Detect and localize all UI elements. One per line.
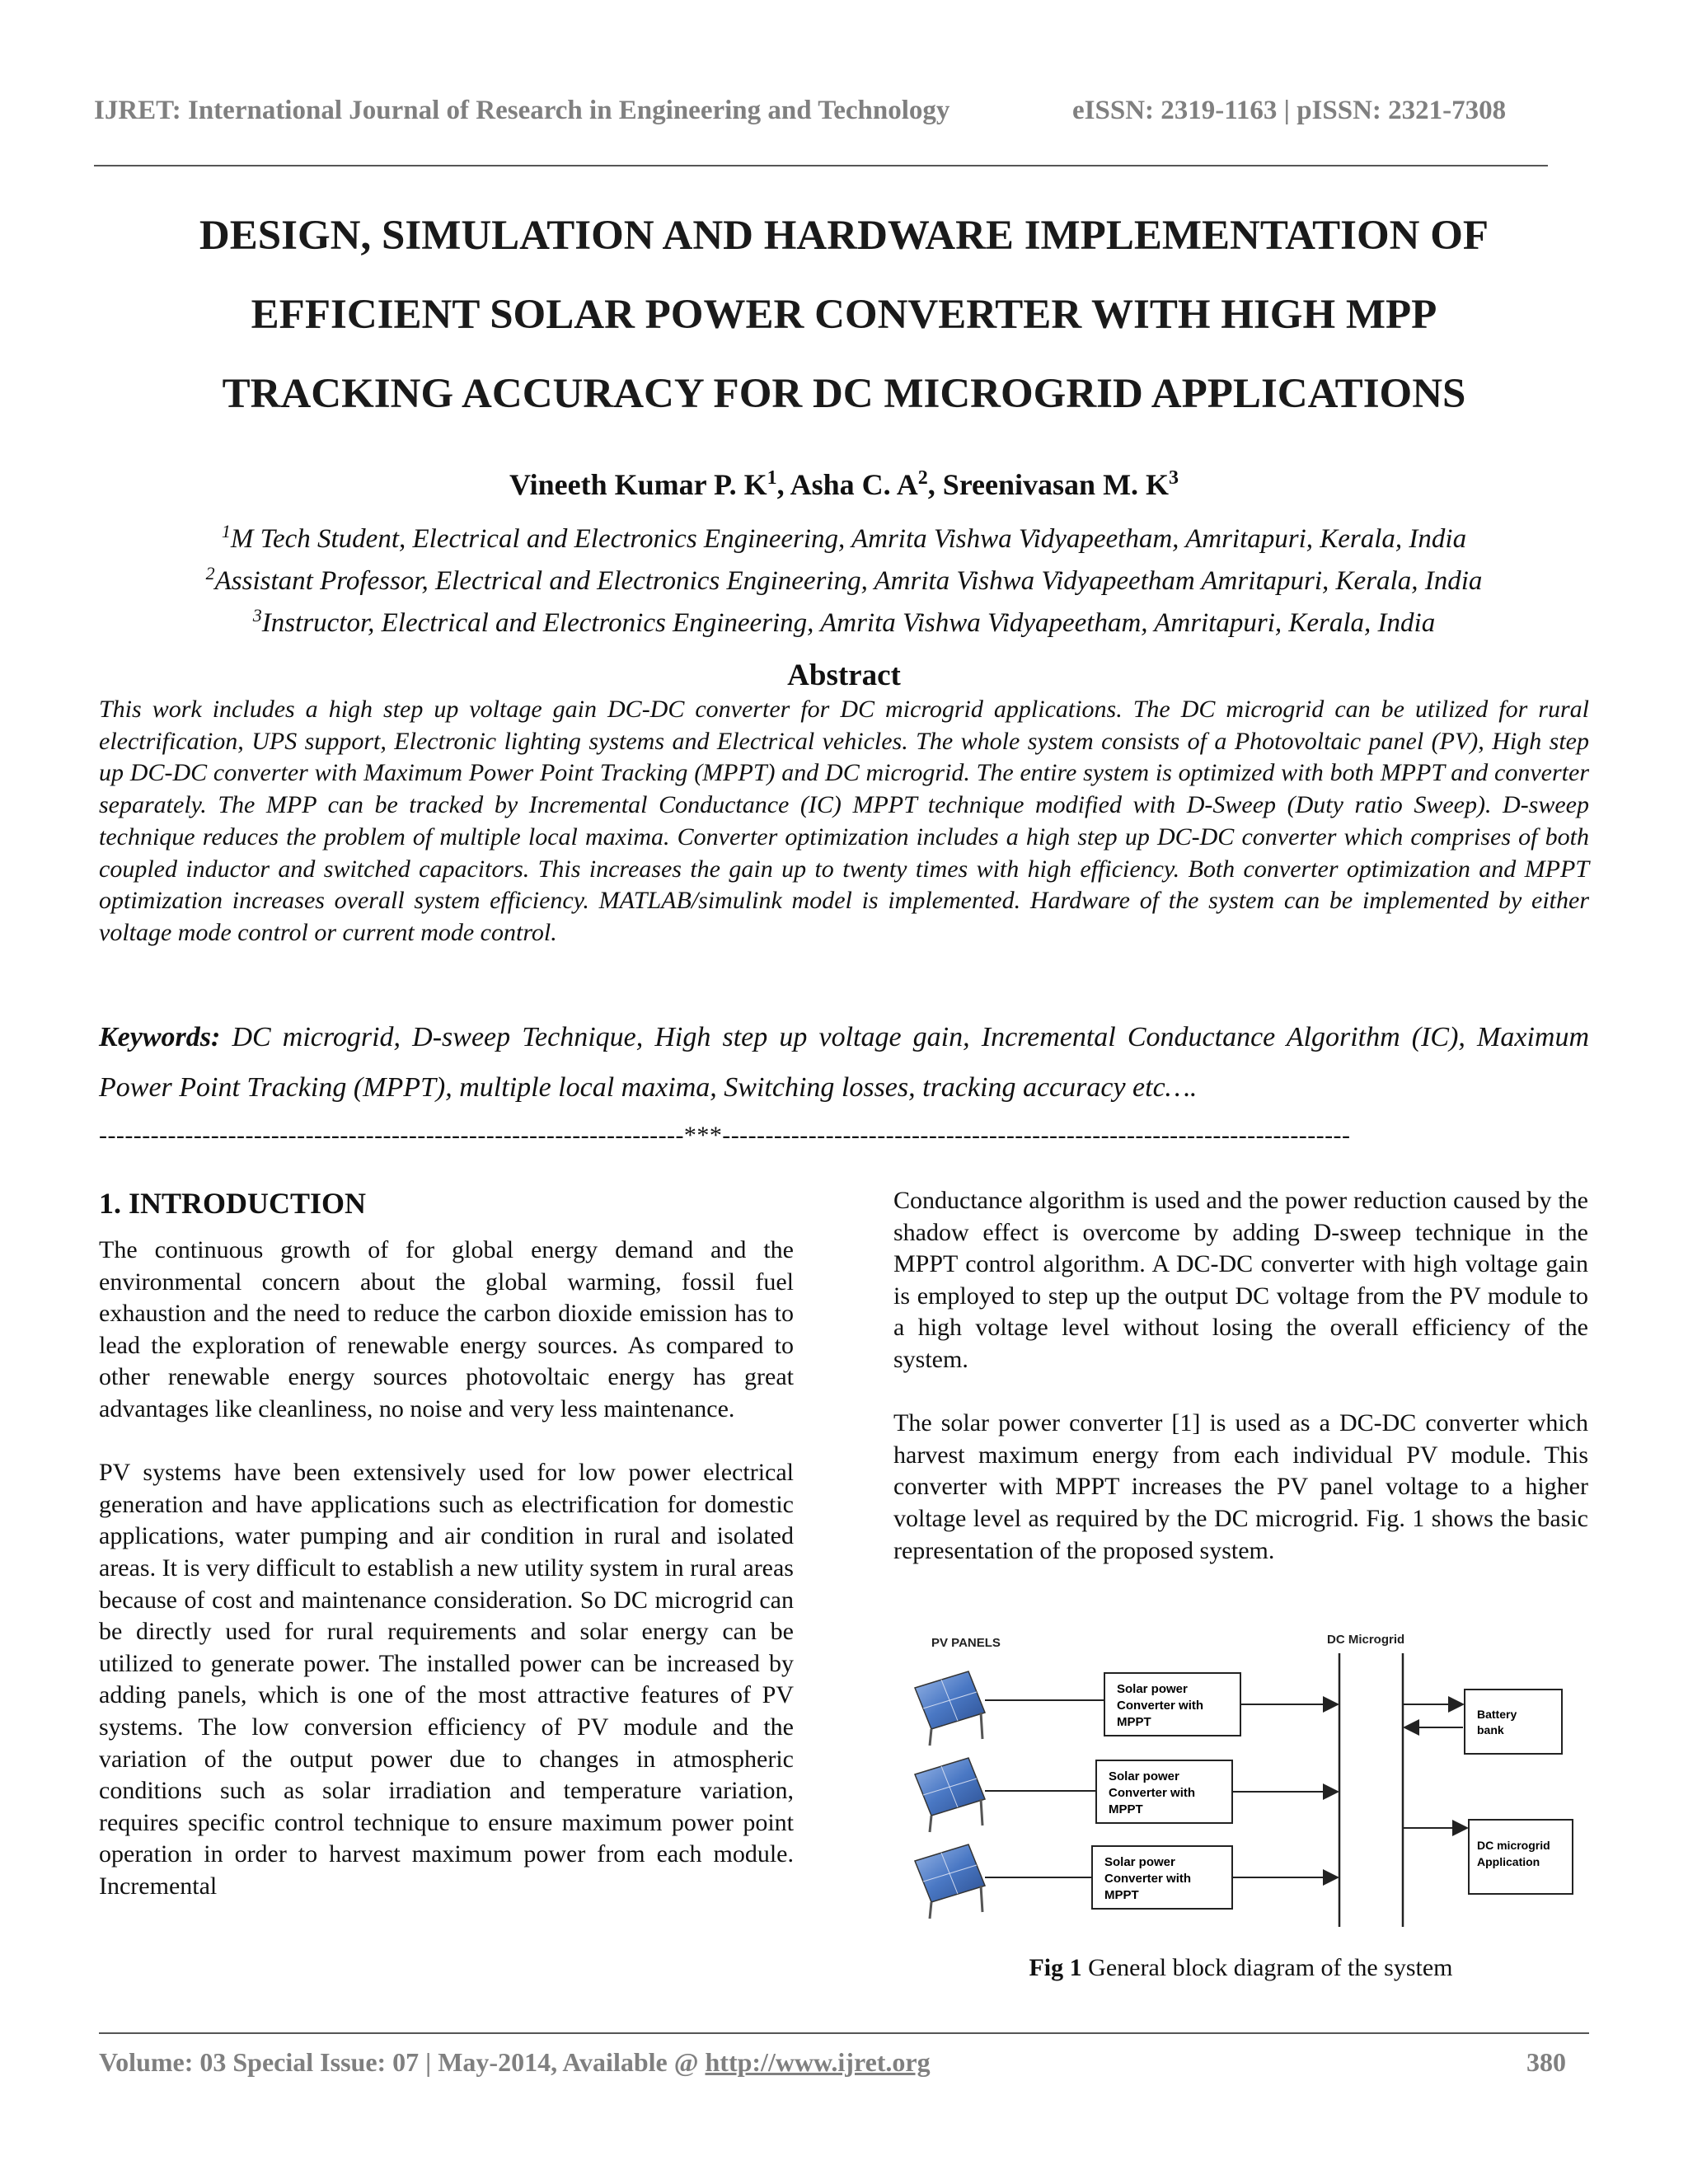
- right-column: [893, 1185, 1588, 1599]
- pv-panel-icon: [915, 1671, 985, 1746]
- header-rule: [94, 165, 1548, 166]
- abstract-body: This work includes a high step up voltage gain DC-DC converter for DC microgrid applications. The DC microgrid can be utilized for rural electrification, UPS support, Electronic lighting systems and Electrical vehicles. The whole system consists of a Photovoltaic panel (PV), High step up DC-DC converter with Maximum Power Point Tracking (MPPT) and DC microgrid. The entire system is optimized with both MPPT and converter separately. The MPP can be tracked by Incremental Conductance (IC) MPPT technique modified with D-Sweep (Duty ratio Sweep). D-sweep technique reduces the problem of multiple local maxima. Converter optimization includes a high step up DC-DC converter which comprises of both coupled inductor and switched capacitors. This increases the gain up to twenty times with high efficiency. Both converter optimization and MPPT optimization increases overall system efficiency. MATLAB/simulink model is implemented. Hardware of the system can be implemented by either voltage mode control or current mode control.: [99, 696, 1589, 946]
- affiliation-sup: 2: [205, 563, 215, 583]
- affiliation: [94, 556, 1594, 598]
- converter-block: [1104, 1673, 1240, 1736]
- figure-label: Fig 1: [1029, 1954, 1082, 1981]
- issn-info: eISSN: 2319-1163 | pISSN: 2321-7308: [1072, 96, 1507, 125]
- left-column: [99, 1235, 794, 1934]
- footer-rule: [99, 2032, 1589, 2034]
- application-text: Application: [1477, 1855, 1540, 1868]
- section-heading: 1. INTRODUCTION: [99, 1187, 367, 1220]
- author-list: Vineeth Kumar P. $K^1$, Asha C. $A^2$, Sreenivasan M. $K^3$: [509, 467, 1179, 501]
- figure-caption: [893, 1952, 1588, 1985]
- affiliation-sup: 3: [252, 605, 262, 626]
- running-footer: [99, 2047, 1566, 2088]
- dc-application-block: [1469, 1820, 1573, 1894]
- author-sup: 2: [917, 467, 928, 489]
- author-name: Sreenivasan M. K: [942, 468, 1170, 501]
- converter-text: Solar power: [1104, 1855, 1175, 1869]
- page-number: 380: [1526, 2047, 1566, 2077]
- affiliation-sup: 1: [221, 521, 231, 541]
- keywords: [99, 1012, 1589, 1113]
- affiliation-text: Assistant Professor, Electrical and Electronics Engineering, Amrita Vishwa Vidyapeetham Amritapuri, Kerala, India: [214, 566, 1483, 596]
- pv-panel-icon: [915, 1758, 985, 1832]
- paragraph: The continuous growth of for global energy demand and the environmental concern about the global warming, fossil fuel exhaustion and the need to reduce the carbon dioxide emission has to lead the exploration of renewable energy sources. As compared to other renewable energy sources photovoltaic energy has great advantages like cleanliness, no noise and very less maintenance.: [99, 1236, 794, 1422]
- author-name: Vineeth Kumar P. K: [509, 468, 767, 501]
- converter-text: MPPT: [1117, 1715, 1151, 1729]
- block-diagram: [890, 1622, 1591, 1935]
- keywords-text: DC microgrid, D-sweep Technique, High step up voltage gain, Incremental Conductance Algorithm (IC), Maximum Power Point Tracking (MPPT), multiple local maxima, Switching losses, tracking accuracy etc….: [99, 1022, 1590, 1103]
- pv-panels-label: PV PANELS: [931, 1636, 1001, 1650]
- converter-text: Solar power: [1117, 1682, 1188, 1696]
- author-sup: 1: [767, 467, 777, 489]
- author-name: Asha C. A: [790, 468, 918, 501]
- journal-name: IJRET: International Journal of Research in Engineering and Technology: [94, 96, 950, 125]
- title-line-2: EFFICIENT SOLAR POWER CONVERTER WITH HIGH MPP: [251, 292, 1437, 338]
- paragraph: Conductance algorithm is used and the power reduction caused by the shadow effect is overcome by adding D-sweep technique in the MPPT control algorithm. A DC-DC converter with high voltage gain is employed to step up the output DC voltage from the PV module to a high voltage level without losing the overall efficiency of the system.: [893, 1187, 1588, 1373]
- affiliation: [94, 514, 1594, 556]
- running-header: [94, 96, 1545, 140]
- converter-text: Converter with: [1109, 1786, 1196, 1800]
- paragraph: PV systems have been extensively used for low power electrical generation and have applications such as electrification for domestic applications, water pumping and air condition in rural and isolated areas. It is very difficult to establish a new utility system in rural areas because of cost and maintenance consideration. So DC microgrid can be directly used for rural requirements and solar energy can be utilized to generate power. The installed power can be increased by adding panels, which is one of the most attractive features of PV systems. The low conversion efficiency of PV module and the variation of the output power due to changes in atmospheric conditions such as solar irradiation and temperature variation, requires specific control technique to ensure maximum power point operation in order to harvest maximum power from each module. Incremental: [99, 1459, 794, 1900]
- dc-microgrid-label: DC Microgrid: [1327, 1633, 1405, 1647]
- figure-caption-text: General block diagram of the system: [1081, 1954, 1453, 1981]
- affiliation-text: Instructor, Electrical and Electronics Engineering, Amrita Vishwa Vidyapeetham, Amritapuri, Kerala, India: [261, 608, 1436, 638]
- application-text: DC microgrid: [1477, 1839, 1550, 1852]
- journal-url-link[interactable]: http://www.ijret.org: [705, 2047, 931, 2077]
- converter-text: MPPT: [1109, 1802, 1143, 1816]
- pv-panel-icon: [915, 1844, 985, 1919]
- affiliation-list: [94, 514, 1594, 640]
- battery-bank-block: [1465, 1690, 1562, 1754]
- section-separator: --------------------------------------------------------------------***-------------------------------------------------------------------------: [99, 1122, 1351, 1149]
- author-sup: 3: [1169, 467, 1179, 489]
- abstract-heading: Abstract: [787, 658, 901, 692]
- battery-text: Battery: [1477, 1708, 1517, 1721]
- converter-text: MPPT: [1104, 1888, 1139, 1902]
- keywords-label: Keywords:: [99, 1022, 221, 1052]
- converter-block: [1092, 1846, 1232, 1909]
- volume-text: Volume: 03 Special Issue: 07 | May-2014, Available @: [99, 2047, 706, 2077]
- paragraph: The solar power converter [1] is used as a DC-DC converter which harvest maximum energy from each individual PV module. This converter with MPPT increases the PV panel voltage to a higher voltage level as required by the DC microgrid. Fig. 1 shows the basic representation of the proposed system.: [893, 1409, 1588, 1564]
- title-line-3: TRACKING ACCURACY FOR DC MICROGRID APPLICATIONS: [222, 371, 1466, 417]
- converter-block: [1096, 1760, 1232, 1823]
- figure-1: [890, 1622, 1591, 1935]
- battery-text: bank: [1477, 1723, 1504, 1736]
- affiliation-text: M Tech Student, Electrical and Electronics Engineering, Amrita Vishwa Vidyapeetham, Amritapuri, Kerala, India: [230, 524, 1467, 554]
- title-line-1: DESIGN, SIMULATION AND HARDWARE IMPLEMENTATION OF: [199, 213, 1489, 259]
- converter-text: Converter with: [1104, 1872, 1192, 1886]
- converter-text: Converter with: [1117, 1699, 1204, 1713]
- paper-title: [94, 196, 1594, 434]
- converter-text: Solar power: [1109, 1769, 1179, 1783]
- affiliation: [94, 598, 1594, 640]
- volume-info: [99, 2047, 931, 2078]
